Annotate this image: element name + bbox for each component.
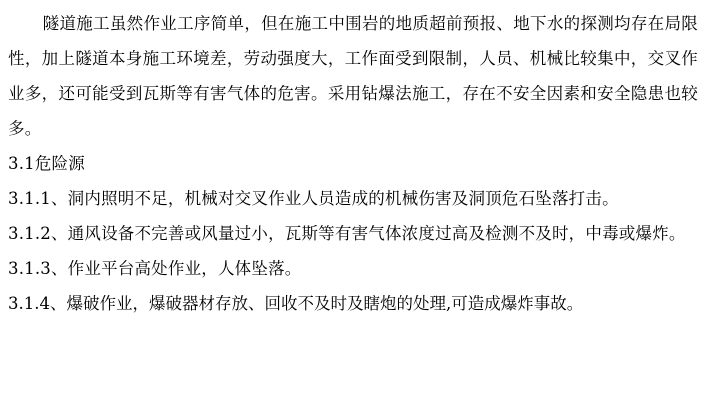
paragraph-item-3-1-1: 3.1.1、洞内照明不足，机械对交叉作业人员造成的机械伤害及洞顶危石坠落打击。 bbox=[8, 189, 619, 208]
paragraph-item-3-1-3: 3.1.3、作业平台高处作业，人体坠落。 bbox=[8, 259, 302, 278]
paragraph-intro: 隧道施工虽然作业工序简单，但在施工中围岩的地质超前预报、地下水的探测均存在局限性，加上隧道本身施工环境差，劳动强度大，工作面受到限制，人员、机械比较集中，交叉作业多，还可能受到瓦斯等有害气体的危害。采用钻爆法施工，存在不安全因素和安全隐患也较多。 bbox=[8, 14, 698, 138]
heading-hazard-sources: 3.1危险源 bbox=[8, 154, 85, 173]
paragraph-item-3-1-2: 3.1.2、通风设备不完善或风量过小，瓦斯等有害气体浓度过高及检测不及时，中毒或爆炸。 bbox=[8, 224, 686, 243]
paragraph-item-3-1-4: 3.1.4、爆破作业，爆破器材存放、回收不及时及瞎炮的处理,可造成爆炸事故。 bbox=[8, 294, 584, 313]
